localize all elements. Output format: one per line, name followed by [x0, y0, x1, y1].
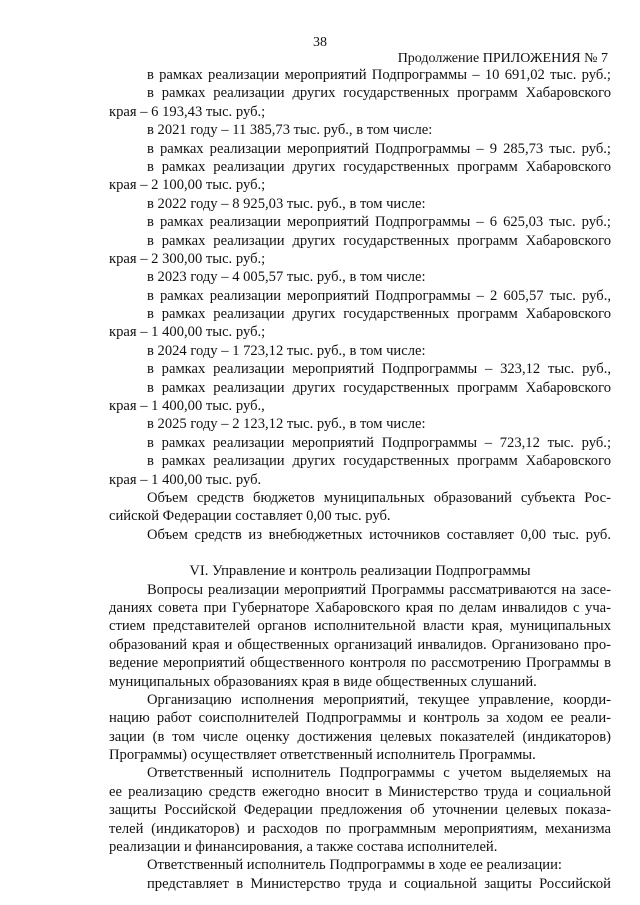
text-line: края – 2 100,00 тыс. руб.; — [109, 177, 266, 194]
text-line: в рамках реализации мероприятий Подпрограммы – 10 691,02 тыс. руб.; — [147, 67, 611, 83]
text-line: защиты Российской Федерации предложения об уточнении целевых показа- — [109, 802, 611, 819]
text-line: в рамках реализации мероприятий Подпрограммы – 723,12 тыс. руб.; — [147, 434, 611, 451]
text-line: края – 1 400,00 тыс. руб. — [109, 471, 262, 488]
text-line: в рамках реализации других государственных программ Хабаровского — [147, 85, 611, 102]
text-line: в рамках реализации мероприятий Подпрограммы – 6 625,03 тыс. руб.; — [147, 214, 611, 231]
text-line: реализации и финансирования, а также состава исполнителей. — [109, 839, 498, 856]
text-line: края – 1 400,00 тыс. руб., — [109, 398, 265, 415]
text-line: стием представителей органов исполнительной власти края, муниципальных — [109, 618, 611, 635]
text-line: телей (индикаторов) и расходов по программным мероприятиям, механизма — [109, 820, 611, 837]
text-line: в рамках реализации других государственных программ Хабаровского — [147, 232, 611, 249]
text-line: в рамках реализации мероприятий Подпрограммы – 9 285,73 тыс. руб.; — [147, 140, 611, 157]
blank-line — [109, 544, 611, 562]
text-line: края – 6 193,43 тыс. руб.; — [109, 103, 266, 120]
text-line: ведение мероприятий общественного контроля по рассмотрению Программы в — [109, 655, 611, 672]
text-line: в рамках реализации мероприятий Подпрограммы – 2 605,57 тыс. руб., — [147, 287, 611, 304]
text-line: в 2025 году – 2 123,12 тыс. руб., в том числе: — [147, 416, 426, 433]
text-line: в 2023 году – 4 005,57 тыс. руб., в том числе: — [147, 269, 426, 286]
text-line: Ответственный исполнитель Подпрограммы с учетом выделяемых на — [147, 765, 611, 782]
text-line: зации (в том числе оценку достижения целевых показателей (индикаторов) — [109, 728, 611, 745]
text-line: в 2022 году – 8 925,03 тыс. руб., в том числе: — [147, 195, 426, 212]
text-line: Вопросы реализации мероприятий Программы рассматриваются на засе- — [147, 581, 611, 598]
text-line: края – 2 300,00 тыс. руб.; — [109, 250, 266, 267]
text-line: нацию работ соисполнителей Подпрограммы и контроль за ходом ее реали- — [109, 710, 611, 727]
page-number: 38 — [313, 35, 327, 50]
appendix-header: Продолжение ПРИЛОЖЕНИЯ № 7 — [397, 51, 608, 66]
text-line: в рамках реализации других государственных программ Хабаровского — [147, 306, 611, 323]
section-heading: VI. Управление и контроль реализации Подпрограммы — [189, 563, 531, 580]
text-line: представляет в Министерство труда и социальной защиты Российской — [147, 875, 611, 892]
text-line: Организацию исполнения мероприятий, текущее управление, коорди- — [147, 691, 611, 708]
text-line: сийской Федерации составляет 0,00 тыс. руб. — [109, 508, 391, 525]
text-line: ее реализацию средств ежегодно вносит в Министерство труда и социальной — [109, 783, 611, 800]
text-line: в 2024 году – 1 723,12 тыс. руб., в том числе: — [147, 342, 426, 359]
text-line: в рамках реализации мероприятий Подпрограммы – 323,12 тыс. руб., — [147, 361, 611, 378]
text-line: в рамках реализации других государственных программ Хабаровского — [147, 158, 611, 175]
text-line: в 2021 году – 11 385,73 тыс. руб., в том числе: — [147, 122, 433, 139]
text-line: Объем средств из внебюджетных источников составляет 0,00 тыс. руб. — [147, 526, 611, 543]
text-line: в рамках реализации других государственных программ Хабаровского — [147, 379, 611, 396]
text-line: Объем средств бюджетов муниципальных образований субъекта Рос- — [147, 489, 611, 506]
document-body — [109, 66, 611, 893]
text-line: Ответственный исполнитель Подпрограммы в ходе ее реализации: — [147, 857, 562, 874]
text-line: даниях совета при Губернаторе Хабаровского края по делам инвалидов с уча- — [109, 599, 611, 616]
text-line: в рамках реализации других государственных программ Хабаровского — [147, 453, 611, 470]
text-line: Программы) осуществляет ответственный исполнитель Программы. — [109, 747, 536, 764]
text-line: края – 1 400,00 тыс. руб.; — [109, 324, 266, 341]
text-line: образований края и общественных организаций инвалидов. Организовано про- — [109, 636, 611, 653]
text-line: муниципальных образованиях края в виде общественных слушаний. — [109, 673, 537, 690]
